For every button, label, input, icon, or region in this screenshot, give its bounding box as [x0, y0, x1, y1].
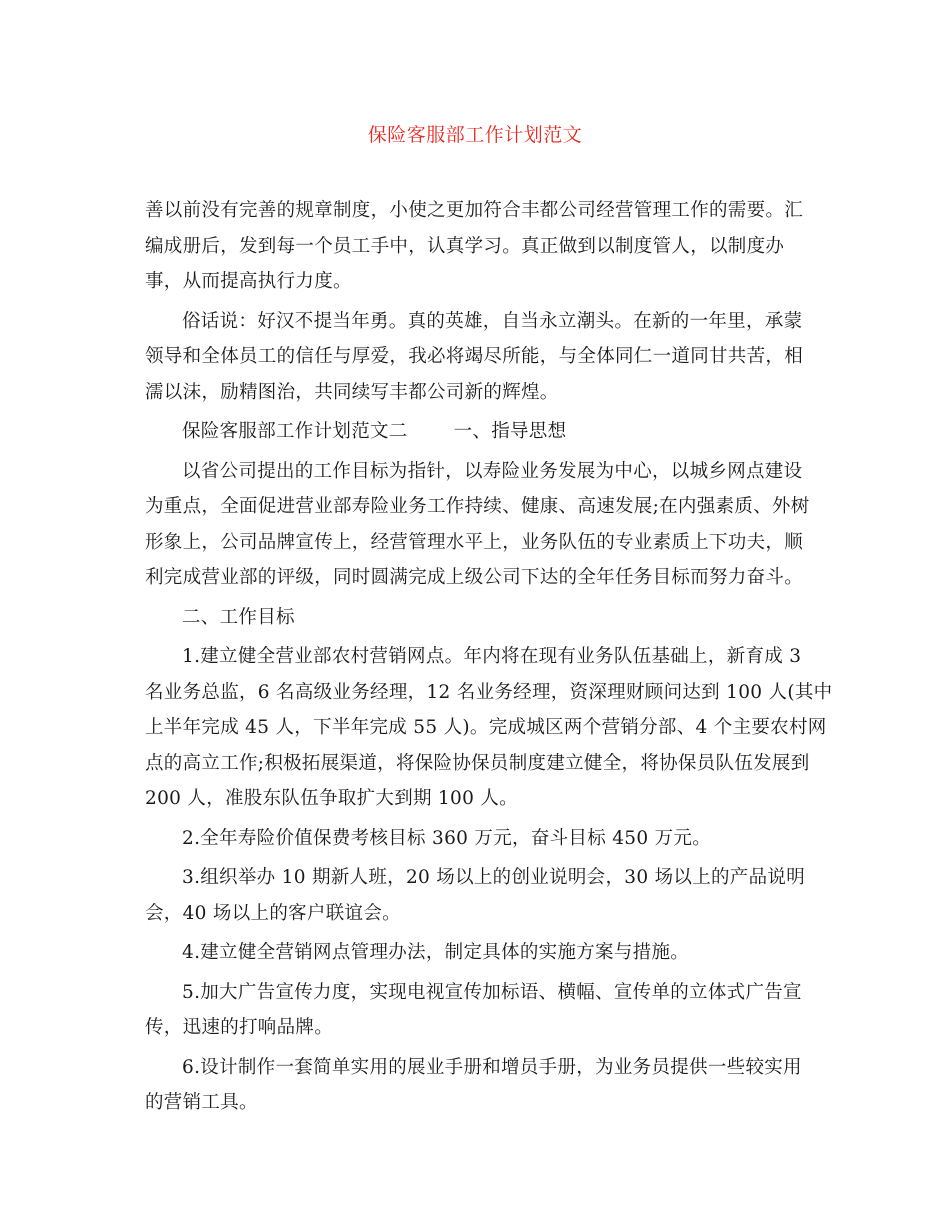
text-line: 俗话说：好汉不提当年勇。真的英雄，自当永立潮头。在新的一年里，承蒙 — [182, 310, 803, 332]
section-heading-line — [145, 414, 810, 450]
text-line: 点的高立工作;积极拓展渠道，将保险协保员制度建立健全，将协保员队伍发展到 — [145, 752, 810, 774]
paragraph — [145, 975, 810, 1046]
paragraph — [145, 454, 810, 596]
paragraph — [145, 935, 810, 971]
subtitle-text: 保险客服部工作计划范文二 — [182, 421, 408, 442]
text-line: 善以前没有完善的规章制度，小使之更加符合丰都公司经营管理工作的需要。汇 — [145, 200, 804, 221]
paragraph — [145, 821, 810, 857]
document-title: 保险客服部工作计划范文 — [367, 124, 583, 146]
text-line: 6.设计制作一套简单实用的展业手册和增员手册，为业务员提供一些较实用 — [182, 1056, 802, 1078]
text-line: 1.建立健全营业部农村营销网点。年内将在现有业务队伍基础上，新育成 3 — [182, 646, 802, 667]
text-line: 领导和全体员工的信任与厚爱，我必将竭尽所能，与全体同仁一道同甘共苦，相 — [145, 346, 804, 367]
text-line: 4.建立健全营销网点管理办法，制定具体的实施方案与措施。 — [182, 942, 690, 963]
text-line: 利完成营业部的评级，同时圆满完成上级公司下达的全年任务目标而努力奋斗。 — [145, 567, 804, 588]
text-line: 2.全年寿险价值保费考核目标 360 万元，奋斗目标 450 万元。 — [182, 827, 711, 849]
section-heading: 一、指导思想 — [453, 421, 567, 442]
paragraph — [145, 639, 833, 817]
text-line: 会，40 场以上的客户联谊会。 — [145, 902, 401, 924]
paragraph — [145, 1050, 810, 1121]
paragraph — [145, 193, 810, 300]
text-line: 形象上，公司品牌宣传上，经营管理水平上，业务队伍的专业素质上下功夫，顺 — [145, 531, 804, 553]
document-body — [145, 193, 833, 1125]
text-line: 200 人，准股东队伍争取扩大到期 100 人。 — [145, 788, 518, 809]
paragraph — [145, 304, 810, 411]
text-line: 名业务总监，6 名高级业务经理，12 名业务经理，资深理财顾问达到 100 人(其中 — [145, 681, 833, 703]
text-line: 为重点，全面促进营业部寿险业务工作持续、健康、高速发展;在内强素质、外树 — [145, 496, 810, 517]
paragraph — [145, 860, 810, 931]
text-line: 上半年完成 45 人，下半年完成 55 人)。完成城区两个营销分部、4 个主要农村网 — [145, 717, 827, 738]
text-line: 5.加大广告宣传力度，实现电视宣传加标语、横幅、宣传单的立体式广告宣 — [182, 981, 802, 1003]
text-line: 的营销工具。 — [145, 1092, 258, 1113]
text-line: 传，迅速的打响品牌。 — [145, 1017, 334, 1038]
section-heading — [145, 600, 810, 636]
text-line: 濡以沫，励精图治，共同续写丰都公司新的辉煌。 — [145, 381, 559, 403]
text-line: 以省公司提出的工作目标为指针，以寿险业务发展为中心，以城乡网点建设 — [182, 460, 803, 482]
text-line: 3.组织举办 10 期新人班，20 场以上的创业说明会，30 场以上的产品说明 — [182, 867, 805, 888]
text-line: 编成册后，发到每一个员工手中，认真学习。真正做到以制度管人，以制度办 — [145, 235, 785, 257]
text-line: 二、工作目标 — [182, 606, 295, 628]
text-line: 事，从而提高执行力度。 — [145, 271, 352, 292]
